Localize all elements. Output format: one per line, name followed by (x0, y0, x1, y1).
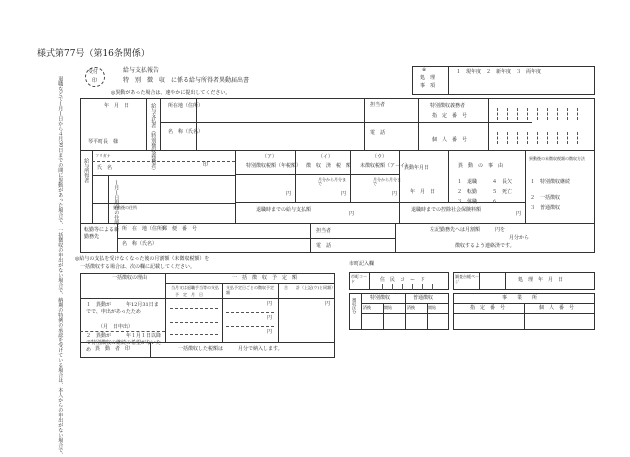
side-note: 退職などで１月１日から４月30日までの間に異動があった場合で、一括徴収の申出がない場合で、納期の特例の承認を受けている場合は、本人からの申出がない場合で、 (57, 76, 64, 457)
transfer-person-label: 担当者 (316, 228, 332, 234)
special-collection-label: 特別徴収 (370, 295, 391, 301)
process-date-label: 処 理 年 月 日 (518, 277, 564, 283)
town-designated-no: 指 定 番 号 (470, 305, 506, 311)
col-a-label: 特別徴収税額（年税額） (246, 163, 302, 169)
person-in-charge-label: 担当者 (370, 102, 386, 108)
col-b-label: 徴 収 済 税 額 (306, 163, 352, 169)
lump-footer: 一括徴収した税額は 月分で納入します。 (178, 346, 283, 352)
form-title-line2: 特 別 徴 収 に係る給与所得者異動届出書 (123, 77, 250, 84)
designated-no-label: 指 定 番 号 (432, 113, 468, 119)
business-label: 事 業 所 (502, 295, 538, 301)
form-title-line1: 給与支払報告 (123, 67, 160, 74)
reason-label: 異 動 の 事 由 (458, 163, 504, 169)
col-b-head: （イ） (318, 154, 334, 160)
payer-name-label: 名 称（氏名） (168, 129, 204, 135)
office-label-2: 事 項 (420, 83, 436, 89)
receipt-mark-2: 印 (92, 78, 98, 84)
transfer-note-1: 左記勤務先へは月割額 円を (430, 227, 506, 233)
lump-instruction-2: 一括徴収する場合は、次の欄に記載してください。 (80, 264, 196, 270)
retire-salary-yen: 円 (349, 211, 355, 217)
reason-6: ６ (492, 199, 498, 205)
transfer-phone-label: 電 話 (316, 243, 332, 249)
retire-insurance-label: 退職時までの控除社会保険料額 (411, 207, 482, 213)
lump-reason-1b: （月 日申出） (98, 324, 134, 330)
post-address-label: 異動後の住所 (113, 205, 137, 210)
reason-3: ３ 休職 (457, 199, 478, 205)
payer-address-label: 所在地（住所） (168, 103, 204, 109)
reason-5: ５ 死亡 (492, 189, 513, 195)
change-date-ymd: 年 月 日 (410, 189, 436, 195)
town-code-label: 市町コード (351, 274, 367, 284)
lump-yen-2: 円 (267, 315, 273, 321)
change-date-label: 異動年月日 (404, 165, 430, 171)
col-c-head: （ウ） (372, 154, 388, 160)
special-collector-label: 特別徴収義務者 (430, 103, 466, 109)
lump-reason-head: 一括徴収の理由 (112, 275, 148, 281)
lump-col3: 合 計（上記(ウ)と同額） (284, 285, 336, 290)
recipient: 琴平町長 様 (88, 139, 119, 145)
reason-1: １ 退職 (457, 179, 478, 185)
lump-reason-2: ２ 異動が 年１月１日以降で特別徴収の継続の希望がないため (86, 333, 162, 353)
normal-start: 開始 (428, 305, 436, 310)
resident-code-label: 住 民 コ ー ド (380, 277, 426, 283)
lump-col1b: 予 定 月 日 (175, 292, 203, 297)
lump-plan-head: 一 括 徴 収 予 定 額 (232, 275, 298, 281)
office-label-1: 処 理 (420, 75, 436, 81)
furigana-label: フリガナ (95, 153, 111, 158)
employee-seal: 印 (203, 162, 209, 168)
lump-col1: 当月又は退職手当等の支払 (171, 285, 219, 290)
employee-section-label: 給与所得者 (83, 158, 90, 183)
post-tax-3: ３ 普通徴収 (530, 205, 561, 211)
reason-4: ４ 長欠 (492, 179, 513, 185)
lump-col2: 支払予定日ごとの徴収予定額 (226, 285, 274, 295)
ledger-page-label: 調査台帳ページ (455, 274, 479, 284)
col-b-yen: 円 (341, 191, 347, 197)
transfer-postal-label: 郵 便 番 号 (162, 226, 198, 232)
personal-no-label: 個 人 番 号 (432, 137, 468, 143)
col-c-label: 未徴収税額（ア－イ） (360, 163, 411, 169)
collection-type-label: 徴収区分 (352, 298, 358, 314)
town-label: 市町記入欄 (349, 261, 375, 267)
lump-reason-1: １ 異動が 年12月31日までで、申出があったため (86, 302, 159, 315)
special-start: 開始 (384, 305, 392, 310)
retire-salary-label: 退職時までの給与支払額 (256, 207, 312, 213)
lump-yen-3: 円 (267, 329, 273, 335)
payer-label: 給与支払者（特別徴収義務者） (150, 103, 157, 173)
col-c-yen: 円 (392, 191, 398, 197)
retire-insurance-yen: 円 (516, 211, 522, 217)
jan1-address-label: １月１日現在の住所 (113, 180, 120, 225)
transfer-note-3: 徴収するよう連絡済です。 (455, 243, 515, 249)
reason-2: ２ 転勤 (457, 189, 478, 195)
collection-box (349, 293, 449, 330)
transfer-label: 転勤等による新勤務先 (84, 227, 120, 240)
fiscal-year-options: １ 現年度 ２ 新年度 ３ 両年度 (456, 69, 542, 75)
col-a-head: （ア） (262, 154, 278, 160)
months-note-b: 月分から月分まで (318, 177, 346, 186)
lump-instruction-1: ◎給与の支払を受けなくなった後の月割額（未徴収税額）を (75, 256, 210, 262)
transfer-name-label: 名 称（氏名） (122, 241, 158, 247)
submit-instruction: ◎異動があった場合は、速やかに提出してください。 (111, 90, 231, 96)
post-tax-1: １ 特別徴収継続 (530, 179, 571, 185)
normal-cancel: 済換 (407, 305, 415, 310)
receipt-mark: 受付 (88, 69, 99, 75)
lump-total-yen: 円 (325, 301, 331, 307)
col-a-yen: 円 (286, 191, 292, 197)
normal-collection-label: 普通徴収 (413, 295, 434, 301)
special-cancel: 済換 (363, 305, 371, 310)
transfer-note-2: 月分から (509, 235, 530, 241)
employee-name-label: 氏 名 (97, 165, 113, 171)
months-note-c: 月分から月分まで (373, 177, 401, 186)
lump-seal-label: 異 動 者 印 (95, 346, 131, 352)
post-tax-2: ２ 一括徴収 (530, 195, 561, 201)
lump-yen-1: 円 (267, 301, 273, 307)
phone-label: 電 話 (370, 130, 386, 136)
date-label: 年 月 日 (104, 103, 130, 109)
town-personal-no: 個 人 番 号 (539, 305, 575, 311)
form-number: 様式第77号（第16条関係） (37, 49, 150, 59)
office-mark: ※ (422, 67, 427, 73)
transfer-address-label: 所 在 地（住所） (122, 226, 168, 232)
post-tax-label: 異動後の未徴収税額の徴収方法 (529, 156, 585, 161)
